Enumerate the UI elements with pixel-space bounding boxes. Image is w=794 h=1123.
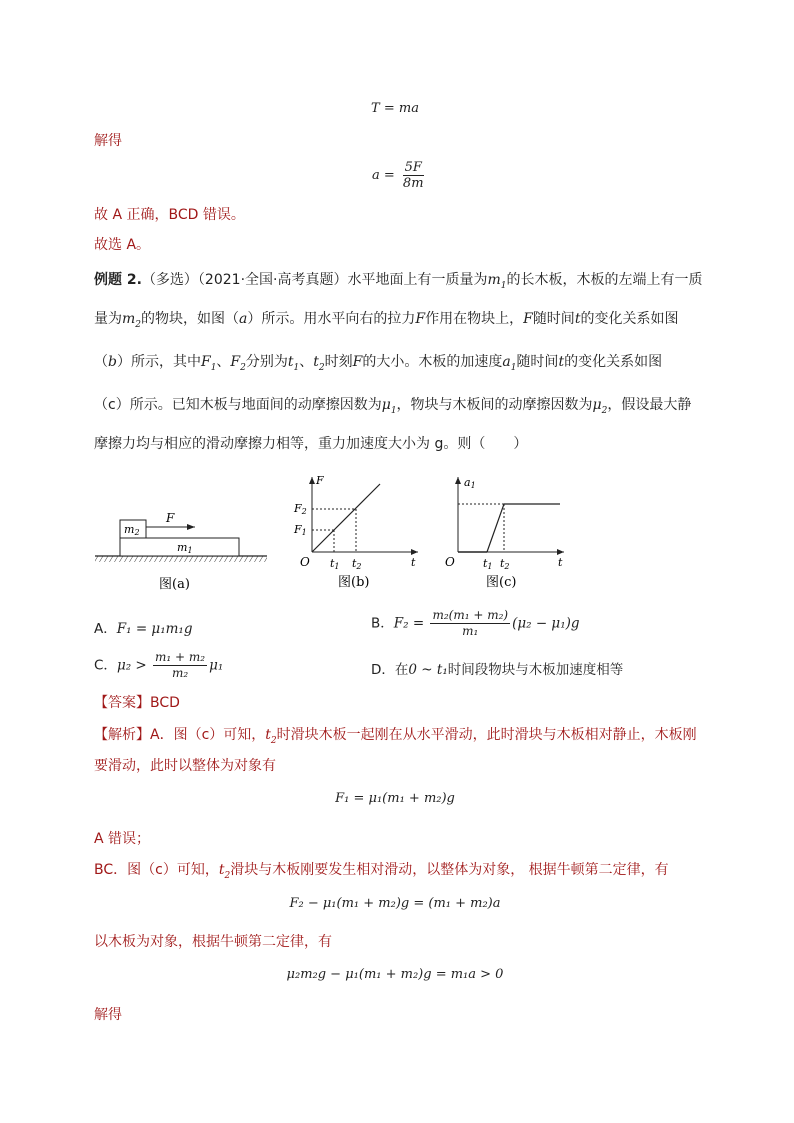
sub: 2 — [601, 405, 608, 416]
option-C-denominator: m₂ — [171, 666, 189, 680]
problem-text: 作用在物块上， — [425, 311, 524, 327]
answer-label: 【答案】 — [94, 695, 150, 711]
jiede-label-1: 解得 — [94, 133, 122, 149]
problem-text: ）所示，其中 — [116, 354, 201, 370]
sym: F — [200, 354, 211, 370]
sym: μ — [381, 397, 391, 413]
sym: t — [313, 354, 319, 370]
option-C-fraction — [153, 650, 207, 681]
answer-value: BCD — [150, 695, 180, 711]
y-axis-label: F — [316, 474, 324, 487]
analysis-equation-1: F₁ = μ₁(m₁ + m₂)g — [335, 791, 455, 806]
force-arrowhead — [187, 524, 195, 530]
analysis-line-4: 以木板为对象，根据牛顿第二定律，有 — [94, 934, 332, 950]
eq-a-numerator: 5F — [404, 160, 422, 175]
sym: a — [502, 354, 511, 370]
analysis-text: 时滑块木板一起刚在从水平滑动，此时滑块与木板相对静止，木板刚 — [276, 727, 697, 743]
equation-a-5F-8m — [372, 160, 428, 191]
problem-text: 随时间 — [532, 311, 575, 327]
problem-text: 随时间 — [516, 354, 559, 370]
symbol-mu1 — [381, 397, 397, 416]
problem-text: 的物块，如图（ — [141, 311, 240, 327]
sub: 1 — [210, 362, 217, 373]
symbol-t2 — [313, 354, 325, 373]
option-D-label: D． — [371, 662, 395, 678]
option-B-lhs: F₂ = — [393, 615, 425, 632]
symbol-a1 — [502, 354, 517, 373]
problem-text: （c）所示。已知木板与地面间的动摩擦因数为 — [94, 397, 382, 413]
sym: m — [487, 272, 501, 288]
sub: 2 — [240, 362, 246, 373]
problem-text: 、 — [216, 354, 231, 370]
analysis-line-1 — [94, 725, 697, 751]
answer-line — [94, 693, 180, 713]
a-wrong-line: A 错误； — [94, 831, 151, 847]
symbol-F: F — [352, 354, 363, 370]
problem-text: ，物块与木板间的动摩擦因数为 — [396, 397, 593, 413]
problem-text: 的变化关系如图 — [580, 311, 679, 327]
sym: F — [230, 354, 241, 370]
problem-text: （多选）（2021·全国·高考真题）水平地面上有一质量为 — [141, 272, 488, 288]
ground-hatch — [95, 556, 267, 562]
force-label: F — [166, 511, 175, 525]
F1-label: F1 — [294, 523, 307, 537]
figure-b — [290, 472, 430, 592]
problem-line-1 — [94, 270, 702, 296]
sym: t — [265, 727, 271, 743]
t1-label: t1 — [330, 557, 340, 571]
option-C-lhs: μ₂ > — [116, 657, 147, 674]
equation-T-ma: T = ma — [371, 101, 419, 116]
figure-a — [95, 500, 275, 600]
problem-line-2 — [94, 309, 678, 335]
analysis-line-3 — [94, 860, 669, 886]
y-axis-label: a1 — [464, 476, 476, 490]
option-D-range: 0 ~ t₁ — [408, 662, 448, 678]
option-B-label: B． — [371, 615, 394, 632]
symbol-t1 — [287, 354, 300, 373]
option-B-denominator: m₁ — [462, 624, 479, 638]
conclusion-line: 故 A 正确，BCD 错误。 — [94, 207, 245, 223]
origin-label: O — [445, 555, 455, 569]
symbol-m1 — [487, 272, 507, 291]
eq-a-fraction — [401, 160, 426, 191]
problem-text: ）所示。用水平向右的拉力 — [247, 311, 416, 327]
sub: 1 — [500, 280, 507, 291]
F-line — [312, 484, 380, 552]
sub: 1 — [390, 405, 397, 416]
symbol-b: b — [108, 354, 117, 370]
t2-label: t2 — [500, 557, 510, 571]
symbol-F1 — [200, 354, 217, 373]
x-axis-label: t — [558, 556, 563, 569]
option-D-text: 在 — [394, 662, 409, 678]
symbol-m2 — [122, 311, 142, 330]
option-A-expr: F₁ = μ₁m₁g — [116, 621, 193, 637]
symbol-t: t — [558, 354, 565, 370]
t2-label: t2 — [352, 557, 362, 571]
option-A — [94, 617, 192, 637]
analysis-text: A．图（c）可知， — [150, 727, 266, 743]
sub: 1 — [510, 362, 517, 373]
problem-text: 时刻 — [324, 354, 353, 370]
block-label: m2 — [124, 523, 140, 537]
problem-text: 分别为 — [245, 354, 288, 370]
symbol-F: F — [523, 311, 533, 327]
option-B — [371, 608, 580, 639]
problem-line-3 — [94, 352, 662, 378]
option-B-fraction — [430, 608, 510, 639]
sym: μ — [592, 397, 602, 413]
eq-a-lhs: a = — [372, 168, 395, 183]
symbol-a: a — [239, 311, 248, 327]
option-B-rhs: (μ₂ − μ₁)g — [512, 615, 580, 632]
analysis-text: BC．图（c）可知， — [94, 862, 219, 878]
eq-a-denominator: 8m — [402, 176, 424, 191]
problem-text: 的长木板，木板的左端上有一质 — [506, 272, 703, 288]
analysis-label: 【解析】 — [94, 727, 150, 743]
a1-rise-segment — [487, 504, 504, 552]
sub: 2 — [224, 870, 231, 881]
symbol-t: t — [574, 311, 581, 327]
analysis-text: 滑块与木板刚要发生相对滑动，以整体为对象， 根据牛顿第二定律，有 — [230, 862, 669, 878]
problem-text: 的大小。木板的加速度 — [362, 354, 503, 370]
y-axis-arrow — [455, 477, 461, 484]
y-axis-arrow — [309, 477, 315, 484]
problem-text: ，假设最大静 — [607, 397, 692, 413]
sym: m — [122, 311, 136, 327]
origin-label: O — [300, 555, 310, 569]
F2-label: F2 — [294, 502, 307, 516]
sym: t — [287, 354, 294, 370]
sub: 2 — [135, 319, 142, 330]
figure-a-caption: 图(a) — [159, 577, 190, 592]
choose-line: 故选 A。 — [94, 237, 151, 253]
analysis-equation-3: μ₂m₂g − μ₁(m₁ + m₂)g = m₁a > 0 — [286, 967, 504, 982]
sym: t — [218, 862, 225, 878]
option-B-numerator: m₂(m₁ + m₂) — [432, 608, 509, 622]
problem-text: 的变化关系如图 — [564, 354, 663, 370]
option-D-text: 时间段物块与木板加速度相等 — [447, 662, 624, 678]
option-C-numerator: m₁ + m₂ — [155, 650, 206, 664]
option-C-rhs: μ₁ — [209, 657, 224, 674]
problem-text: （ — [94, 354, 108, 370]
sub: 1 — [293, 362, 300, 373]
analysis-line-2: 要滑动，此时以整体为对象有 — [94, 758, 276, 774]
x-axis-arrow — [411, 549, 418, 555]
analysis-equation-2: F₂ − μ₁(m₁ + m₂)g = (m₁ + m₂)a — [289, 896, 501, 911]
problem-text: 、 — [299, 354, 314, 370]
option-A-label: A． — [94, 621, 117, 637]
jiede-label-2: 解得 — [94, 1007, 122, 1023]
option-D — [371, 658, 623, 678]
sub: 2 — [318, 362, 325, 373]
problem-text: 量为 — [94, 311, 122, 327]
board-label: m1 — [177, 541, 193, 555]
option-C-label: C． — [94, 657, 117, 674]
problem-label: 例题 2. — [94, 272, 142, 288]
figure-b-caption: 图(b) — [338, 575, 370, 590]
option-C — [94, 650, 223, 681]
figure-c — [440, 472, 580, 592]
t1-label: t1 — [483, 557, 493, 571]
figure-c-caption: 图(c) — [486, 575, 517, 590]
symbol-t2 — [218, 862, 231, 881]
symbol-F: F — [415, 311, 426, 327]
x-axis-label: t — [411, 556, 416, 569]
x-axis-arrow — [557, 549, 564, 555]
symbol-mu2 — [592, 397, 608, 416]
symbol-t2 — [265, 727, 277, 746]
problem-line-5: 摩擦力均与相应的滑动摩擦力相等，重力加速度大小为 g。则（ ） — [94, 436, 528, 452]
problem-line-4 — [94, 395, 691, 421]
sub: 2 — [270, 735, 277, 746]
symbol-F2 — [230, 354, 246, 373]
